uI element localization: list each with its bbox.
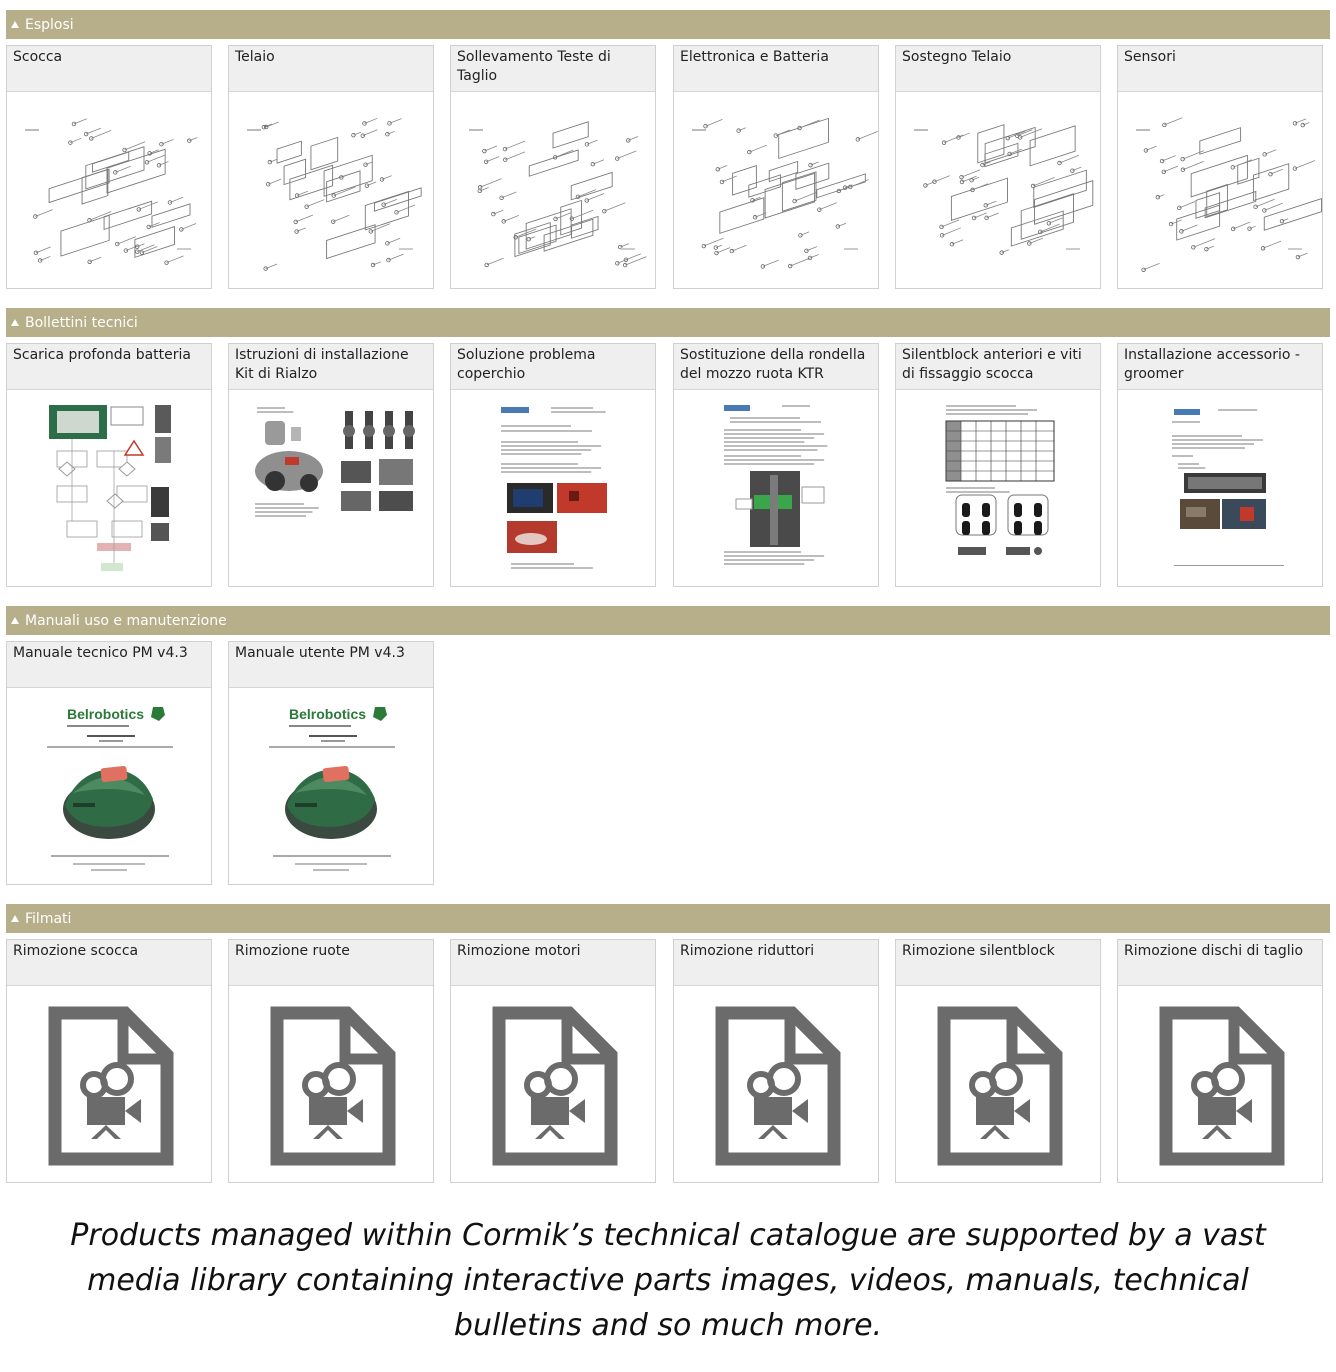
media-card-elettronica[interactable]	[673, 45, 879, 289]
caption-line: media library containing interactive parts images, videos, manuals, technical	[87, 1263, 1249, 1298]
caption	[0, 1213, 1336, 1348]
section-filmati	[6, 904, 1330, 959]
card-grid	[6, 939, 1330, 1185]
document-thumbnail	[451, 391, 655, 586]
card-title: Rimozione scocca	[7, 940, 211, 986]
video-file-icon	[451, 987, 655, 1182]
collapse-triangle-icon[interactable]	[11, 915, 19, 922]
manual-cover-thumbnail	[7, 689, 211, 884]
section-title: Esplosi	[25, 16, 74, 33]
exploded-drawing-thumbnail	[229, 93, 433, 288]
card-title: Soluzione problema coperchio	[451, 344, 655, 390]
section-manuali	[6, 606, 1330, 722]
card-title: Sensori	[1118, 46, 1322, 92]
card-title: Rimozione motori	[451, 940, 655, 986]
card-title: Rimozione ruote	[229, 940, 433, 986]
document-thumbnail	[229, 391, 433, 586]
media-card-soluzione[interactable]	[450, 343, 656, 587]
media-card-video-motori[interactable]	[450, 939, 656, 1183]
media-card-scocca[interactable]	[6, 45, 212, 289]
caption-line: bulletins and so much more.	[453, 1308, 883, 1343]
media-card-video-dischi[interactable]	[1117, 939, 1323, 1183]
card-title: Istruzioni di installazione Kit di Rialzo	[229, 344, 433, 390]
section-title: Filmati	[25, 910, 72, 927]
media-card-video-silentblock[interactable]	[895, 939, 1101, 1183]
card-title: Telaio	[229, 46, 433, 92]
card-title: Sostegno Telaio	[896, 46, 1100, 92]
caption-line: Products managed within Cormik’s technical catalogue are supported by a vast	[70, 1218, 1266, 1253]
media-card-sostituzione[interactable]	[673, 343, 879, 587]
card-grid	[6, 343, 1330, 589]
card-title: Sostituzione della rondella del mozzo ruota KTR	[674, 344, 878, 390]
card-grid	[6, 641, 1330, 887]
media-card-manuale-utente[interactable]	[228, 641, 434, 885]
collapse-triangle-icon[interactable]	[11, 21, 19, 28]
section-header-filmati[interactable]	[6, 904, 1330, 933]
section-title: Manuali uso e manutenzione	[25, 612, 227, 629]
brand-logo-text: Belrobotics	[67, 706, 145, 722]
media-card-video-riduttori[interactable]	[673, 939, 879, 1183]
video-file-icon	[896, 987, 1100, 1182]
card-title: Installazione accessorio - groomer	[1118, 344, 1322, 390]
exploded-drawing-thumbnail	[1118, 93, 1322, 288]
section-esplosi	[6, 10, 1330, 84]
video-file-icon	[1118, 987, 1322, 1182]
media-card-video-scocca[interactable]	[6, 939, 212, 1183]
video-file-icon	[674, 987, 878, 1182]
card-title: Silentblock anteriori e viti di fissaggio scocca	[896, 344, 1100, 390]
exploded-drawing-thumbnail	[451, 93, 655, 288]
media-card-manuale-tecnico[interactable]	[6, 641, 212, 885]
media-card-sollevamento[interactable]	[450, 45, 656, 289]
exploded-drawing-thumbnail	[674, 93, 878, 288]
manual-cover-thumbnail	[229, 689, 433, 884]
media-card-telaio[interactable]	[228, 45, 434, 289]
document-thumbnail	[1118, 391, 1322, 586]
media-card-sostegno[interactable]	[895, 45, 1101, 289]
section-title: Bollettini tecnici	[25, 314, 138, 331]
section-header-esplosi[interactable]	[6, 10, 1330, 39]
card-title: Scocca	[7, 46, 211, 92]
card-grid	[6, 45, 1330, 291]
video-file-icon	[7, 987, 211, 1182]
card-title: Scarica profonda batteria	[7, 344, 211, 390]
exploded-drawing-thumbnail	[7, 93, 211, 288]
document-thumbnail	[896, 391, 1100, 586]
document-thumbnail	[7, 391, 211, 586]
collapse-triangle-icon[interactable]	[11, 617, 19, 624]
card-title: Rimozione riduttori	[674, 940, 878, 986]
media-card-video-ruote[interactable]	[228, 939, 434, 1183]
card-title: Manuale utente PM v4.3	[229, 642, 433, 688]
media-card-istruzioni[interactable]	[228, 343, 434, 587]
media-card-sensori[interactable]	[1117, 45, 1323, 289]
card-title: Sollevamento Teste di Taglio	[451, 46, 655, 92]
card-title: Manuale tecnico PM v4.3	[7, 642, 211, 688]
card-title: Rimozione dischi di taglio	[1118, 940, 1322, 986]
card-title: Rimozione silentblock	[896, 940, 1100, 986]
media-card-groomer[interactable]	[1117, 343, 1323, 587]
section-bollettini	[6, 308, 1330, 382]
media-card-silentblock[interactable]	[895, 343, 1101, 587]
media-card-scarica[interactable]	[6, 343, 212, 587]
section-header-bollettini[interactable]	[6, 308, 1330, 337]
card-title: Elettronica e Batteria	[674, 46, 878, 92]
video-file-icon	[229, 987, 433, 1182]
collapse-triangle-icon[interactable]	[11, 319, 19, 326]
section-header-manuali[interactable]	[6, 606, 1330, 635]
exploded-drawing-thumbnail	[896, 93, 1100, 288]
document-thumbnail	[674, 391, 878, 586]
brand-logo-text: Belrobotics	[289, 706, 367, 722]
